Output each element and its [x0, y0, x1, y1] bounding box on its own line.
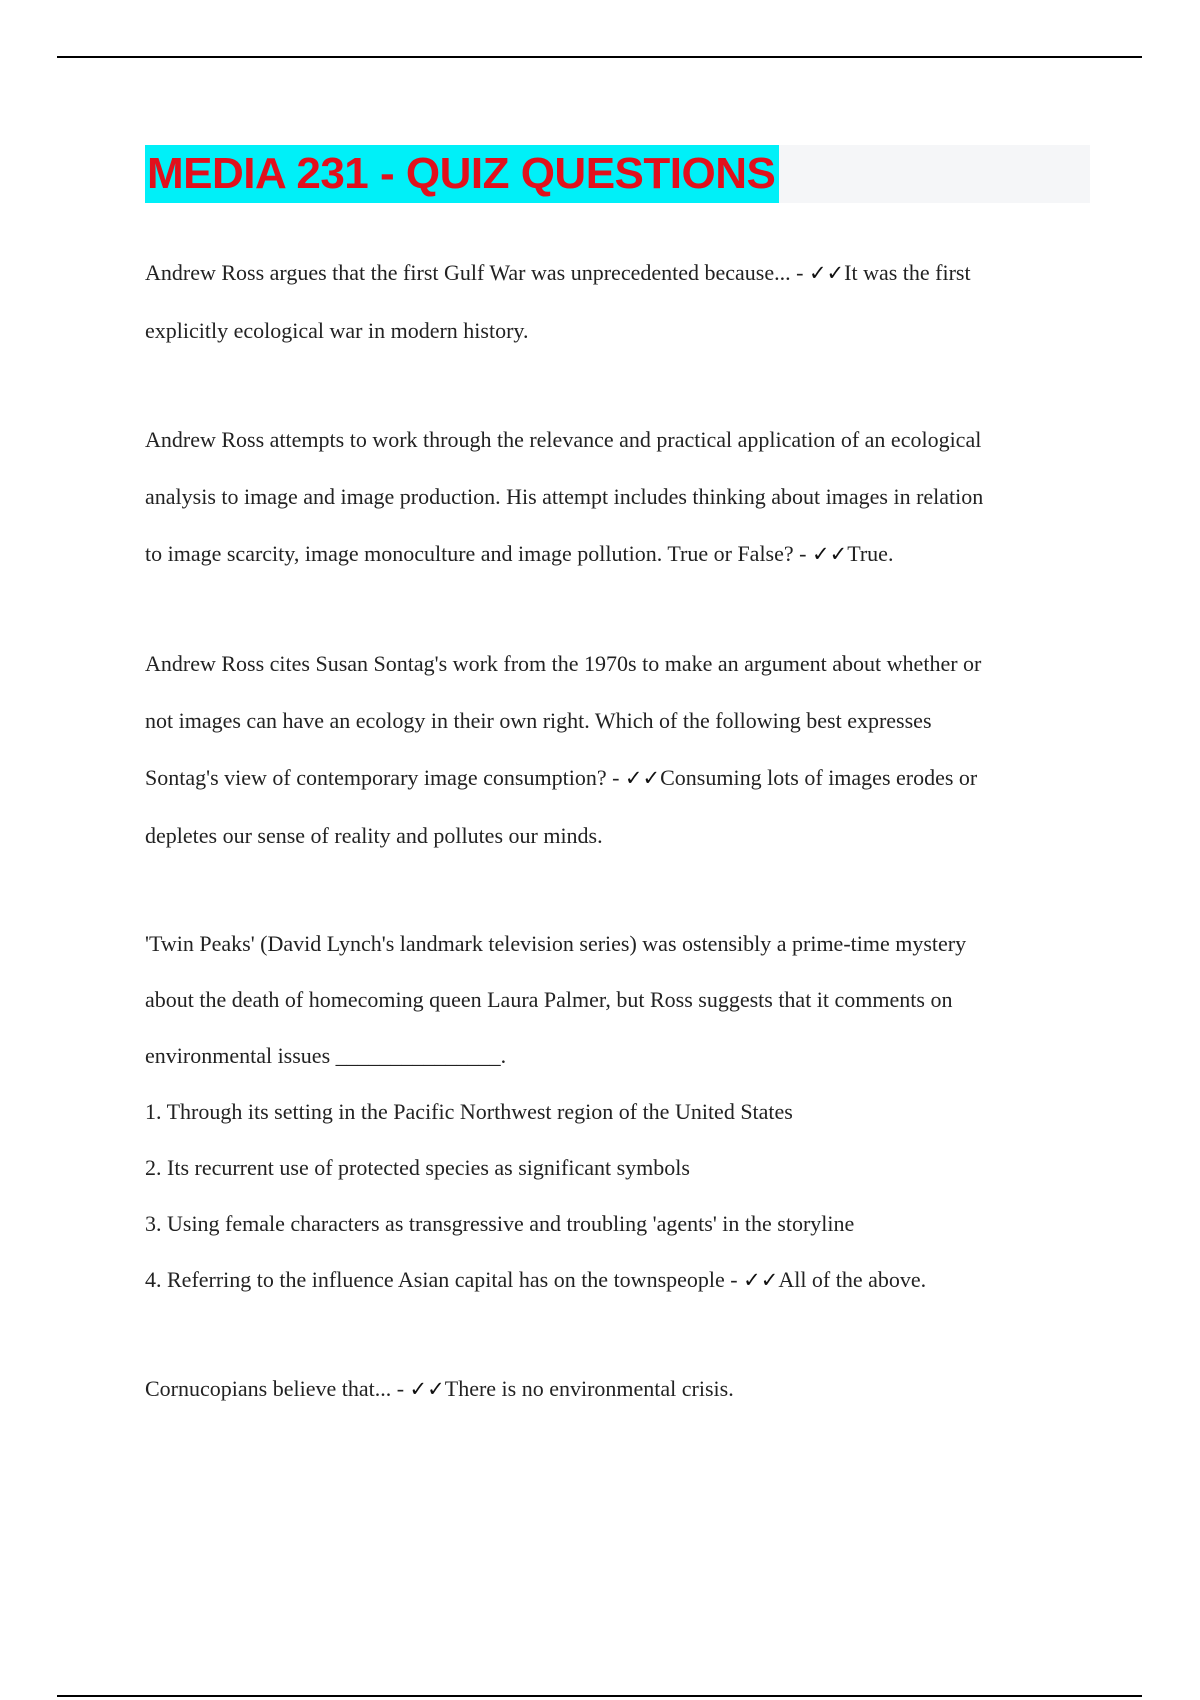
answer-text: True.: [847, 541, 894, 566]
question-text: 4. Referring to the influence Asian capital has on the townspeople -: [145, 1267, 744, 1292]
question-text: to image scarcity, image monoculture and image pollution. True or False? -: [145, 541, 812, 566]
quiz-line: environmental issues _______________.: [145, 1043, 507, 1068]
quiz-content: [145, 244, 1075, 1418]
quiz-line: [145, 749, 1075, 807]
answer-text: There is no environmental crisis.: [444, 1376, 734, 1401]
bottom-rule: [57, 1695, 1142, 1697]
quiz-line: 'Twin Peaks' (David Lynch's landmark television series) was ostensibly a prime-time mystery: [145, 931, 967, 956]
quiz-item: [145, 1360, 1075, 1418]
top-rule: [57, 56, 1142, 58]
quiz-line: explicitly ecological war in modern history.: [145, 318, 529, 343]
check-mark-icon: ✓✓: [811, 542, 848, 566]
quiz-item: [145, 635, 1075, 864]
answer-text: All of the above.: [778, 1267, 927, 1292]
question-text: Cornucopians believe that... -: [145, 1376, 410, 1401]
option-line: 2. Its recurrent use of protected species as significant symbols: [145, 1155, 690, 1180]
option-line: [145, 1252, 1075, 1308]
option-line: 3. Using female characters as transgressive and troubling 'agents' in the storyline: [145, 1211, 855, 1236]
answer-text: Consuming lots of images erodes or: [660, 765, 978, 790]
quiz-line: depletes our sense of reality and pollutes our minds.: [145, 823, 603, 848]
quiz-item: [145, 916, 1075, 1308]
quiz-line: [145, 525, 1075, 583]
quiz-item: [145, 244, 1075, 359]
quiz-item: [145, 411, 1075, 583]
quiz-line: [145, 1360, 1075, 1418]
question-text: Andrew Ross argues that the first Gulf War was unprecedented because... -: [145, 260, 809, 285]
quiz-line: about the death of homecoming queen Laura Palmer, but Ross suggests that it comments on: [145, 987, 953, 1012]
check-mark-icon: ✓✓: [743, 1268, 779, 1292]
check-mark-icon: ✓✓: [409, 1377, 445, 1401]
quiz-line: analysis to image and image production. His attempt includes thinking about images in relation: [145, 484, 984, 509]
quiz-line: Andrew Ross attempts to work through the relevance and practical application of an ecological: [145, 427, 982, 452]
quiz-line: not images can have an ecology in their own right. Which of the following best expresses: [145, 708, 932, 733]
check-mark-icon: ✓✓: [808, 261, 845, 285]
page-title: MEDIA 231 - QUIZ QUESTIONS: [145, 145, 779, 203]
answer-text: It was the first: [844, 260, 971, 285]
quiz-line: Andrew Ross cites Susan Sontag's work from the 1970s to make an argument about whether or: [145, 651, 982, 676]
option-line: 1. Through its setting in the Pacific Northwest region of the United States: [145, 1099, 793, 1124]
question-text: Sontag's view of contemporary image consumption? -: [145, 765, 625, 790]
check-mark-icon: ✓✓: [624, 766, 661, 790]
quiz-line: [145, 244, 1075, 302]
